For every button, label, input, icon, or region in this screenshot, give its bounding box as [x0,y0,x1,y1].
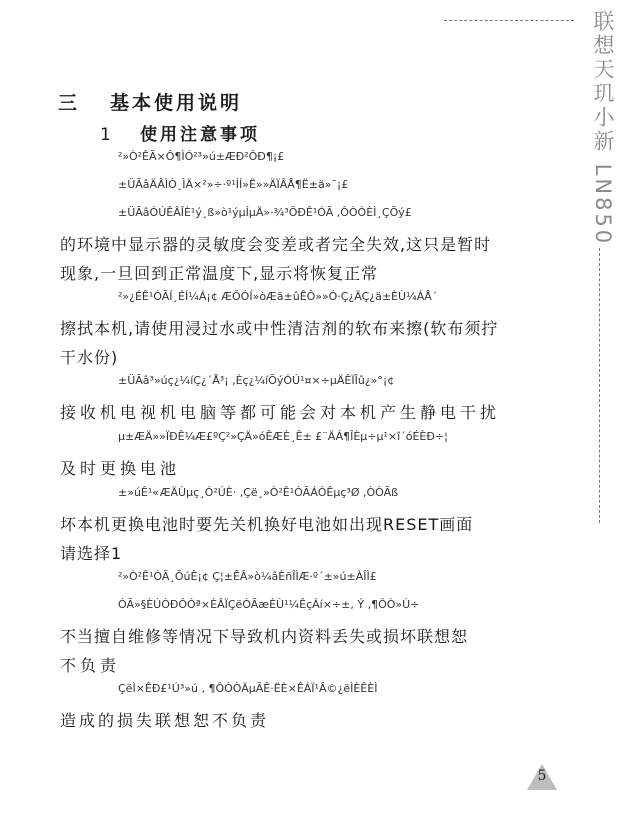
section-heading [58,88,242,115]
text-line: 擦拭本机,请使用浸过水或中性清洁剂的软布来擦(软布须拧 [60,319,499,338]
garbled-line: ±»úÊ¹«ÆÄÙµç¸Ó²ÚÈ· ,Çë¸»Ò²Ê¹ÓÃÁÓÊµç³Ø ,ÒÒÃß [118,486,399,499]
text-line: 干水份) [60,348,119,367]
garbled-line: ±ÜÃâ³»úç¿¼íÇ¿´Å³¡ ,Èç¿¼íÕýÓÚ¹¤×÷µÄÊÏÎû¿»°¡¢ [118,374,395,387]
text-line: 的环境中显示器的灵敏度会变差或者完全失效,这只是暂时 [60,235,492,254]
garbled-line: ÓÃ»§ÈÚÒÐÔÓª×ÈÂÏÇëÓÃæÈÙ¹¼ÊçÁí×÷±, Ý ,¶ÔÒ»Ù÷ [118,598,420,611]
text-line: 现象,一旦回到正常温度下,显示将恢复正常 [60,264,379,283]
garbled-line: ±ÜÃâÓÚÊÂÎÈ¹ý¸ß»ò¹ýµÍµÄ»·¾³ÖÐÊ¹ÓÃ ,ÔÒÒÈÌ¸ÇÕý£ [118,206,412,219]
text-line: 接收机电视机电脑等都可能会对本机产生静电干扰 [60,403,501,422]
garbled-line: ²»Ò²Ê¹ÓÃ¸ÕúÊ¡¢ Ç¦±ÊÂ»ò¼âÈñÎÌÆ·º´±»ú±ÀÎÌ£ [118,570,377,583]
text-line: 不负责 [60,656,121,675]
side-title: 联想天玑小新 LN850 [591,10,615,247]
section-number: 三 [58,92,81,114]
page-number: 5 [537,768,547,784]
garbled-line: ÇëÌ×ÊÐ£¹Ú³»ú , ¶ÔÒÒÄµÃÊ·ËÈ×ÊÁÏ¹Â©¿ëÌÈÊÈÌ [118,682,378,695]
text-line: 造成的损失联想恕不负责 [60,711,270,730]
garbled-line: ²»Ò²ÊÃ×Ô¶ÌÓ²³»ú±ÆÐ²ÔÐ¶¡£ [118,150,285,163]
section-title: 基本使用说明 [110,92,243,114]
subsection-number: 1 [100,125,114,145]
text-line: 请选择1 [60,544,123,563]
text-line: 及时更换电池 [60,459,181,478]
garbled-line: µ±ÆÄ»»ÏÐÊ¼Æ£ºÇ²»ÇÄ»óÊÆÈ¸Ê± £¨ÄÁ¶ÎÈµ÷µ¹×î´óÉÈÐ÷¦ [118,430,448,443]
text-line: 坏本机更换电池时要先关机换好电池如出现RESET画面 [60,515,474,534]
side-dashed-rule [599,248,600,523]
text-line: 不当擅自维修等情况下导致机内资料丢失或损坏联想恕 [60,627,469,646]
garbled-line: ²»¿ÉÊ¹ÓÃÍ¸ÉÍ¼Á¡¢ ÆÕÓÍ»òÆä±ûÊÔ»»Ó·Ç¿ÄÇ¿ä±ÈÙ¼ÁÅ´ [118,290,438,303]
subsection-title: 使用注意事项 [140,125,260,145]
top-dashed-rule [444,20,574,21]
subsection-heading [100,120,260,145]
garbled-line: ±ÜÃâÄÂÌÒ¸ÌÄ×²»÷·º¹ÍÍ»Ë»»ÄÏÂÅ¶Ë±ä»¯¡£ [118,178,349,191]
